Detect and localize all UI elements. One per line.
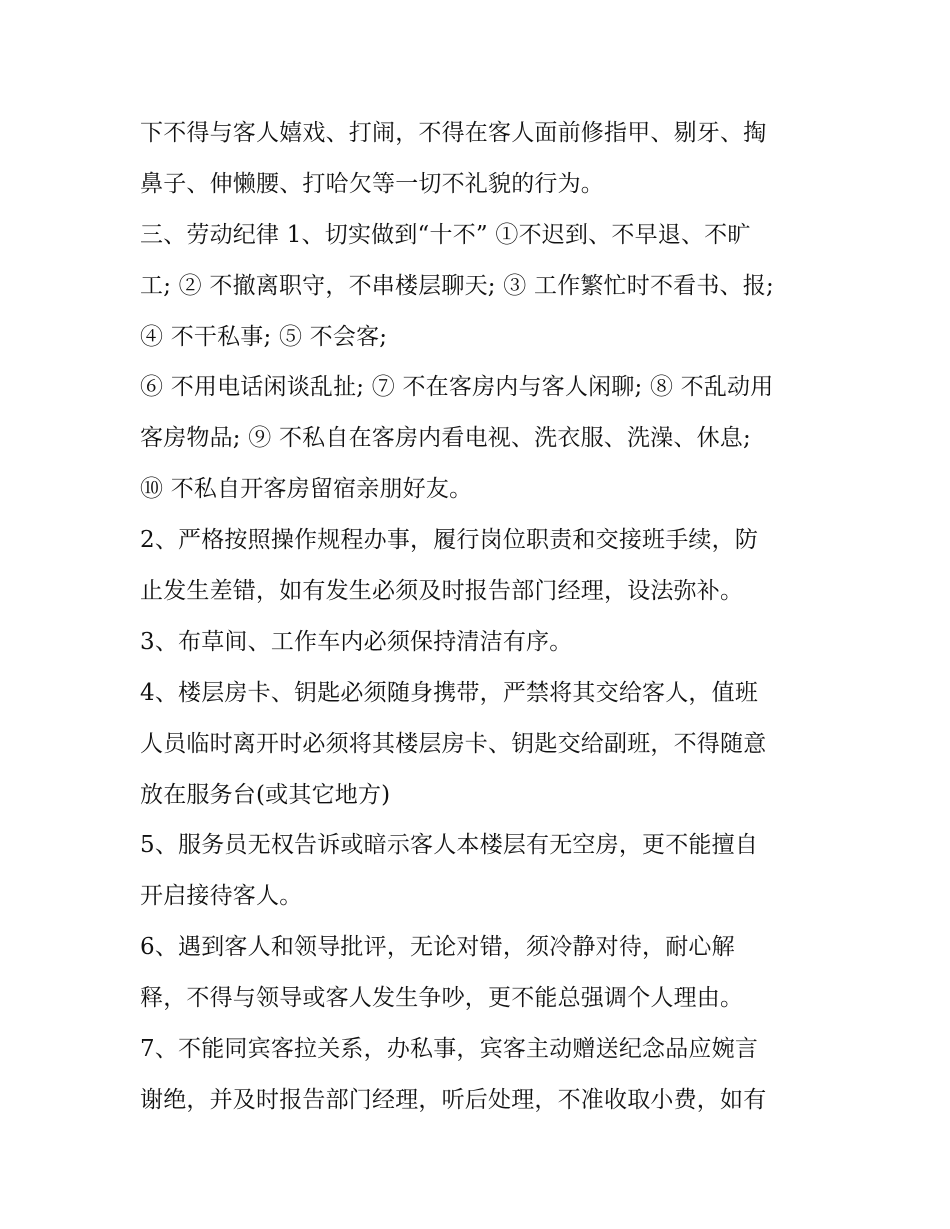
text-line-4: 工; ② 不撤离职守，不串楼层聊天; ③ 工作繁忙时不看书、报;: [140, 272, 774, 299]
body-text: [140, 108, 820, 1126]
text-line-16: 开启接待客人。: [140, 883, 303, 910]
text-line-7: 客房物品; ⑨ 不私自在客房内看电视、洗衣服、洗澡、休息;: [140, 425, 751, 452]
text-line-19: 7、不能同宾客拉关系，办私事，宾客主动赠送纪念品应婉言: [140, 1036, 759, 1063]
text-line-3: 三、劳动纪律 1、切实做到“十不” ①不迟到、不早退、不旷: [140, 221, 751, 248]
text-line-8: ⑩ 不私自开客房留宿亲朋好友。: [140, 476, 473, 503]
text-line-6: ⑥ 不用电话闲谈乱扯; ⑦ 不在客房内与客人闲聊; ⑧ 不乱动用: [140, 374, 774, 401]
text-line-18: 释，不得与领导或客人发生争吵，更不能总强调个人理由。: [140, 985, 744, 1012]
text-line-15: 5、服务员无权告诉或暗示客人本楼层有无空房，更不能擅自: [140, 832, 759, 859]
text-line-9: 2、严格按照操作规程办事，履行岗位职责和交接班手续，防: [140, 527, 759, 554]
text-line-17: 6、遇到客人和领导批评，无论对错，须冷静对待，耐心解: [140, 934, 735, 961]
text-line-10: 止发生差错，如有发生必须及时报告部门经理，设法弥补。: [140, 578, 744, 605]
text-line-5: ④ 不干私事; ⑤ 不会客;: [140, 323, 388, 350]
text-line-2: 鼻子、伸懒腰、打哈欠等一切不礼貌的行为。: [140, 170, 604, 197]
text-line-13: 人员临时离开时必须将其楼层房卡、钥匙交给副班，不得随意: [140, 730, 767, 757]
text-line-14: 放在服务台(或其它地方): [140, 781, 391, 808]
text-line-1: 下不得与客人嬉戏、打闹，不得在客人面前修指甲、剔牙、掏: [140, 120, 767, 146]
text-line-12: 4、楼层房卡、钥匙必须随身携带，严禁将其交给客人，值班: [140, 679, 759, 706]
text-line-20: 谢绝，并及时报告部门经理，听后处理，不准收取小费，如有: [140, 1086, 767, 1113]
text-line-11: 3、布草间、工作车内必须保持清洁有序。: [140, 628, 573, 655]
